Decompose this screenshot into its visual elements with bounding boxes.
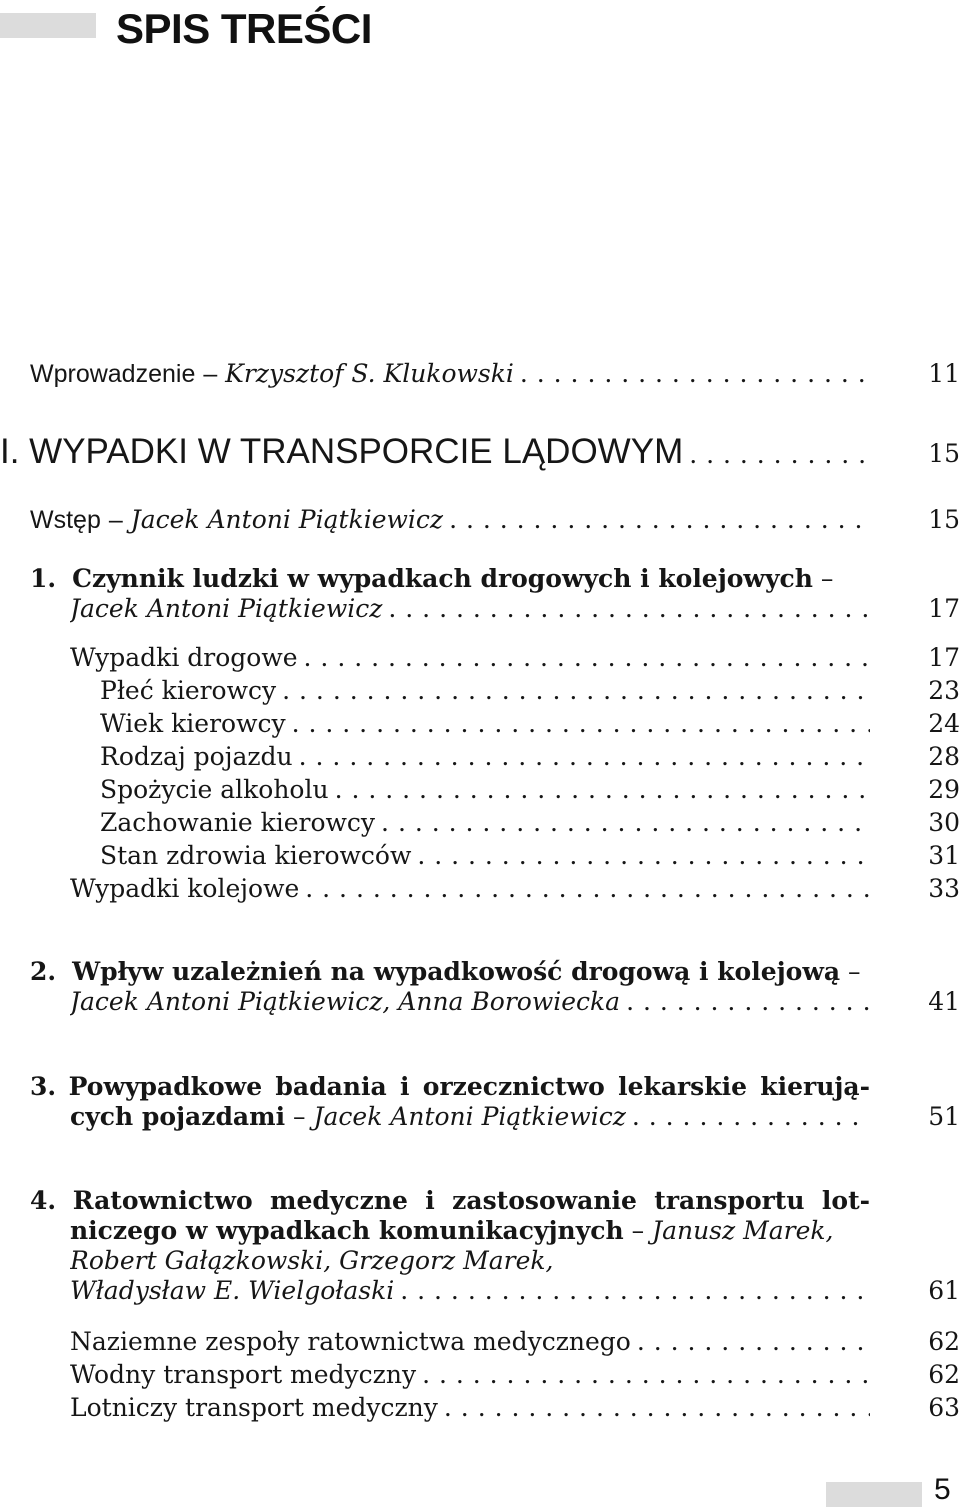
entry-label: Wiek kierowcy xyxy=(100,709,286,738)
toc-subentry[interactable] xyxy=(100,807,870,839)
chapter-title-line-1: Powypadkowe badania i orzecznictwo lekarskie kierują- xyxy=(68,1072,870,1101)
page-number: 61 xyxy=(928,1276,960,1305)
chapter-3-second-line xyxy=(70,1101,870,1133)
entry-author: Krzysztof S. Klukowski xyxy=(225,359,514,388)
chapter-2-author-line xyxy=(70,986,870,1018)
part-title: I. WYPADKI W TRANSPORCIE LĄDOWYM xyxy=(0,432,684,471)
page-number: 23 xyxy=(928,676,960,705)
toc-entry-wstep[interactable] xyxy=(30,504,870,536)
page-number: 17 xyxy=(928,643,960,672)
toc-subentry[interactable] xyxy=(100,840,870,872)
entry-dash: – xyxy=(108,506,123,534)
chapter-number: 3. xyxy=(30,1072,57,1101)
chapter-title-line-1: Ratownictwo medyczne i zastosowanie transportu lot- xyxy=(72,1186,870,1215)
chapter-4-author-line-2 xyxy=(70,1245,870,1277)
entry-author: Janusz Marek, xyxy=(652,1216,834,1245)
dot-leader xyxy=(438,1392,870,1424)
page-number: 62 xyxy=(928,1360,960,1389)
entry-author: Jacek Antoni Piątkiewicz xyxy=(130,505,444,534)
toc-subentry[interactable] xyxy=(70,1392,870,1424)
page-number: 15 xyxy=(928,505,960,534)
footer-page-number: 5 xyxy=(934,1473,951,1506)
chapter-title: Wpływ uzależnień na wypadkowość drogową i kolejową xyxy=(72,957,841,986)
page-number: 24 xyxy=(928,709,960,738)
chapter-title-line-2: niczego w wypadkach komunikacyjnych xyxy=(70,1216,624,1245)
entry-label: Wypadki kolejowe xyxy=(70,874,300,903)
entry-label: Stan zdrowia kierowców xyxy=(100,841,412,870)
toc-subentry[interactable] xyxy=(100,708,870,740)
dot-leader xyxy=(416,1359,870,1391)
toc-entry-chapter-4[interactable] xyxy=(30,1185,870,1217)
entry-label: Wstęp xyxy=(30,506,101,534)
toc-subentry[interactable] xyxy=(70,873,870,905)
dot-leader xyxy=(631,1326,870,1358)
dot-leader xyxy=(411,840,870,872)
chapter-4-second-line xyxy=(70,1215,880,1247)
toc-entry-part-1[interactable] xyxy=(0,432,870,472)
entry-label: Rodzaj pojazdu xyxy=(100,742,293,771)
page-number: 62 xyxy=(928,1327,960,1356)
entry-author: Jacek Antoni Piątkiewicz, Anna Borowiecka xyxy=(70,987,621,1016)
toc-subentry[interactable] xyxy=(100,774,870,806)
entry-dash: – xyxy=(293,1102,306,1131)
page-number: 31 xyxy=(928,841,960,870)
entry-label: Naziemne zespoły ratownictwa medycznego xyxy=(70,1327,631,1356)
dot-leader xyxy=(286,708,870,740)
toc-entry-chapter-2[interactable] xyxy=(30,956,870,988)
chapter-title: Czynnik ludzki w wypadkach drogowych i kolejowych xyxy=(72,564,813,593)
page-number: 41 xyxy=(928,987,960,1016)
toc-entry-chapter-1[interactable] xyxy=(30,563,870,595)
page-number: 11 xyxy=(928,359,960,388)
entry-dash: – xyxy=(631,1216,645,1245)
toc-subentry[interactable] xyxy=(70,1359,870,1391)
chapter-title-line-2: cych pojazdami xyxy=(70,1102,286,1131)
page-number: 15 xyxy=(928,439,960,468)
page-number: 51 xyxy=(928,1102,960,1131)
chapter-number: 2. xyxy=(30,957,57,986)
entry-dash: – xyxy=(848,957,861,986)
dot-leader xyxy=(298,642,870,674)
chapter-1-author-line xyxy=(70,593,870,625)
dot-leader xyxy=(276,675,870,707)
entry-label: Wypadki drogowe xyxy=(70,643,298,672)
page-number: 33 xyxy=(928,874,960,903)
toc-entry-chapter-3[interactable] xyxy=(30,1071,870,1103)
dot-leader xyxy=(514,358,870,390)
entry-dash: – xyxy=(820,564,834,593)
dot-leader xyxy=(443,504,870,536)
toc-subentry[interactable] xyxy=(100,675,870,707)
entry-label: Płeć kierowcy xyxy=(100,676,277,705)
entry-author: Władysław E. Wielgołaski xyxy=(70,1276,395,1305)
dot-leader xyxy=(620,986,870,1018)
page-number: 28 xyxy=(928,742,960,771)
page-number: 63 xyxy=(928,1393,960,1422)
entry-author: Jacek Antoni Piątkiewicz xyxy=(313,1102,626,1131)
entry-label: Wprowadzenie xyxy=(30,360,196,388)
entry-label: Zachowanie kierowcy xyxy=(100,808,376,837)
dot-leader xyxy=(382,593,870,625)
dot-leader xyxy=(394,1275,870,1307)
page-number: 17 xyxy=(928,594,960,623)
entry-label: Spożycie alkoholu xyxy=(100,775,329,804)
chapter-number: 4. xyxy=(30,1186,57,1215)
entry-label: Lotniczy transport medyczny xyxy=(70,1393,438,1422)
toc-subentry[interactable] xyxy=(100,741,870,773)
chapter-4-author-line-3 xyxy=(70,1275,870,1307)
dot-leader xyxy=(299,873,870,905)
dot-leader xyxy=(329,774,870,806)
page-title: SPIS TREŚCI xyxy=(116,5,372,52)
chapter-number: 1. xyxy=(30,564,57,593)
dot-leader xyxy=(683,435,870,472)
toc-entry-intro[interactable] xyxy=(30,358,870,390)
dot-leader xyxy=(375,807,870,839)
header-decoration-bar xyxy=(0,13,96,38)
toc-subentry[interactable] xyxy=(70,642,870,674)
entry-label: Wodny transport medyczny xyxy=(70,1360,417,1389)
footer-decoration-bar xyxy=(826,1482,922,1507)
dot-leader xyxy=(293,741,870,773)
page-number: 29 xyxy=(928,775,960,804)
entry-dash: – xyxy=(203,360,218,388)
entry-author: Robert Gałązkowski, Grzegorz Marek, xyxy=(70,1246,554,1275)
dot-leader xyxy=(626,1101,870,1133)
entry-author: Jacek Antoni Piątkiewicz xyxy=(70,594,383,623)
toc-subentry[interactable] xyxy=(70,1326,870,1358)
page-number: 30 xyxy=(928,808,960,837)
